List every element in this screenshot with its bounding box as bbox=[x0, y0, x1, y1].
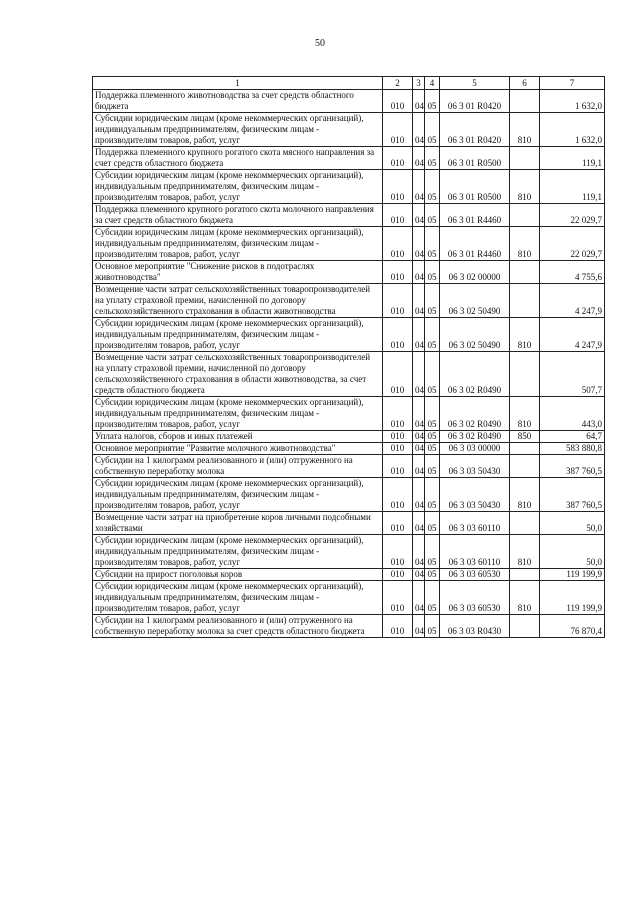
row-name-cell: Субсидии юридическим лицам (кроме некоммерческих организаций), индивидуальным предпринимателям, физическим лицам - производителям товаров, работ, услуг bbox=[93, 535, 383, 569]
row-name-cell: Субсидии юридическим лицам (кроме некоммерческих организаций), индивидуальным предпринимателям, физическим лицам - производителям товаров, работ, услуг bbox=[93, 397, 383, 431]
row-name-cell: Субсидии юридическим лицам (кроме некоммерческих организаций), индивидуальным предпринимателям, физическим лицам - производителям товаров, работ, услуг bbox=[93, 170, 383, 204]
row-name-cell: Субсидии юридическим лицам (кроме некоммерческих организаций), индивидуальным предпринимателям, физическим лицам - производителям товаров, работ, услуг bbox=[93, 113, 383, 147]
row-code-cell: 010 bbox=[383, 147, 413, 170]
header-cell: 6 bbox=[510, 77, 540, 90]
row-amount-cell: 50,0 bbox=[540, 535, 605, 569]
row-code-cell: 010 bbox=[383, 397, 413, 431]
row-code-cell: 010 bbox=[383, 478, 413, 512]
row-name-cell: Возмещение части затрат на приобретение коров личными подсобными хозяйствами bbox=[93, 512, 383, 535]
row-expense-type-cell bbox=[510, 261, 540, 284]
table-row bbox=[93, 397, 605, 431]
row-code-cell: 010 bbox=[383, 535, 413, 569]
row-name-cell: Поддержка племенного животноводства за счет средств областного бюджета bbox=[93, 90, 383, 113]
row-subsection-cell: 05 bbox=[425, 204, 440, 227]
row-target-cell: 06 3 03 50430 bbox=[440, 478, 510, 512]
row-target-cell: 06 3 01 R4460 bbox=[440, 204, 510, 227]
row-expense-type-cell bbox=[510, 204, 540, 227]
row-name-cell: Возмещение части затрат сельскохозяйственных товаропроизводителей на уплату страховой премии, начисленной по договору сельскохозяйственного страхования в области животноводства bbox=[93, 284, 383, 318]
header-row bbox=[93, 77, 605, 90]
row-code-cell: 010 bbox=[383, 170, 413, 204]
header-cell: 2 bbox=[383, 77, 413, 90]
table-row bbox=[93, 512, 605, 535]
header-cell: 7 bbox=[540, 77, 605, 90]
table-row bbox=[93, 90, 605, 113]
row-code-cell: 010 bbox=[383, 443, 413, 455]
row-section-cell: 04 bbox=[413, 615, 425, 638]
table-row bbox=[93, 204, 605, 227]
row-code-cell: 010 bbox=[383, 204, 413, 227]
row-subsection-cell: 05 bbox=[425, 455, 440, 478]
row-code-cell: 010 bbox=[383, 90, 413, 113]
row-amount-cell: 443,0 bbox=[540, 397, 605, 431]
row-name-cell: Субсидии на прирост поголовья коров bbox=[93, 569, 383, 581]
row-code-cell: 010 bbox=[383, 455, 413, 478]
row-target-cell: 06 3 03 50430 bbox=[440, 455, 510, 478]
header-cell: 1 bbox=[93, 77, 383, 90]
row-target-cell: 06 3 02 00000 bbox=[440, 261, 510, 284]
row-name-cell: Возмещение части затрат сельскохозяйственных товаропроизводителей на уплату страховой премии, начисленной по договору сельскохозяйственного страхования в области животноводства, за счет средств областного бюджета bbox=[93, 352, 383, 397]
row-expense-type-cell: 850 bbox=[510, 431, 540, 443]
row-section-cell: 04 bbox=[413, 170, 425, 204]
row-section-cell: 04 bbox=[413, 431, 425, 443]
row-subsection-cell: 05 bbox=[425, 170, 440, 204]
budget-table bbox=[92, 76, 605, 638]
row-target-cell: 06 3 02 R0490 bbox=[440, 352, 510, 397]
row-name-cell: Субсидии на 1 килограмм реализованного и (или) отгруженного на собственную переработку молока bbox=[93, 455, 383, 478]
row-amount-cell: 119,1 bbox=[540, 170, 605, 204]
row-amount-cell: 4 247,9 bbox=[540, 284, 605, 318]
row-subsection-cell: 05 bbox=[425, 535, 440, 569]
row-section-cell: 04 bbox=[413, 443, 425, 455]
table-row bbox=[93, 569, 605, 581]
row-target-cell: 06 3 03 60110 bbox=[440, 535, 510, 569]
row-amount-cell: 22 029,7 bbox=[540, 204, 605, 227]
row-section-cell: 04 bbox=[413, 581, 425, 615]
row-expense-type-cell bbox=[510, 284, 540, 318]
row-subsection-cell: 05 bbox=[425, 352, 440, 397]
row-code-cell: 010 bbox=[383, 284, 413, 318]
row-amount-cell: 50,0 bbox=[540, 512, 605, 535]
row-name-cell: Субсидии юридическим лицам (кроме некоммерческих организаций), индивидуальным предпринимателям, физическим лицам - производителям товаров, работ, услуг bbox=[93, 581, 383, 615]
row-section-cell: 04 bbox=[413, 227, 425, 261]
table-row bbox=[93, 284, 605, 318]
row-subsection-cell: 05 bbox=[425, 147, 440, 170]
row-section-cell: 04 bbox=[413, 569, 425, 581]
row-section-cell: 04 bbox=[413, 204, 425, 227]
table-body bbox=[93, 90, 605, 638]
row-amount-cell: 387 760,5 bbox=[540, 455, 605, 478]
row-section-cell: 04 bbox=[413, 90, 425, 113]
row-subsection-cell: 05 bbox=[425, 90, 440, 113]
row-section-cell: 04 bbox=[413, 147, 425, 170]
row-amount-cell: 583 880,8 bbox=[540, 443, 605, 455]
row-name-cell: Субсидии юридическим лицам (кроме некоммерческих организаций), индивидуальным предпринимателям, физическим лицам - производителям товаров, работ, услуг bbox=[93, 227, 383, 261]
row-target-cell: 06 3 03 60110 bbox=[440, 512, 510, 535]
row-section-cell: 04 bbox=[413, 284, 425, 318]
row-target-cell: 06 3 01 R0420 bbox=[440, 113, 510, 147]
header-cell: 5 bbox=[440, 77, 510, 90]
row-subsection-cell: 05 bbox=[425, 512, 440, 535]
table-row bbox=[93, 227, 605, 261]
row-expense-type-cell bbox=[510, 443, 540, 455]
table-row bbox=[93, 581, 605, 615]
page-number: 50 bbox=[315, 38, 325, 49]
row-subsection-cell: 05 bbox=[425, 431, 440, 443]
row-expense-type-cell bbox=[510, 90, 540, 113]
row-expense-type-cell: 810 bbox=[510, 318, 540, 352]
row-name-cell: Поддержка племенного крупного рогатого скота мясного направления за счет средств областного бюджета bbox=[93, 147, 383, 170]
row-subsection-cell: 05 bbox=[425, 113, 440, 147]
row-section-cell: 04 bbox=[413, 113, 425, 147]
row-target-cell: 06 3 03 00000 bbox=[440, 443, 510, 455]
row-expense-type-cell bbox=[510, 352, 540, 397]
row-subsection-cell: 05 bbox=[425, 581, 440, 615]
row-section-cell: 04 bbox=[413, 455, 425, 478]
row-section-cell: 04 bbox=[413, 397, 425, 431]
row-name-cell: Поддержка племенного крупного рогатого скота молочного направления за счет средств областного бюджета bbox=[93, 204, 383, 227]
row-amount-cell: 4 247,9 bbox=[540, 318, 605, 352]
row-amount-cell: 387 760,5 bbox=[540, 478, 605, 512]
row-expense-type-cell bbox=[510, 569, 540, 581]
table-row bbox=[93, 352, 605, 397]
row-expense-type-cell bbox=[510, 147, 540, 170]
row-target-cell: 06 3 01 R0420 bbox=[440, 90, 510, 113]
row-section-cell: 04 bbox=[413, 261, 425, 284]
row-target-cell: 06 3 01 R4460 bbox=[440, 227, 510, 261]
row-name-cell: Субсидии юридическим лицам (кроме некоммерческих организаций), индивидуальным предпринимателям, физическим лицам - производителям товаров, работ, услуг bbox=[93, 318, 383, 352]
row-expense-type-cell: 810 bbox=[510, 535, 540, 569]
row-expense-type-cell bbox=[510, 512, 540, 535]
row-code-cell: 010 bbox=[383, 569, 413, 581]
table-row bbox=[93, 318, 605, 352]
row-expense-type-cell: 810 bbox=[510, 113, 540, 147]
row-name-cell: Уплата налогов, сборов и иных платежей bbox=[93, 431, 383, 443]
row-target-cell: 06 3 01 R0500 bbox=[440, 147, 510, 170]
row-target-cell: 06 3 02 50490 bbox=[440, 318, 510, 352]
table-row bbox=[93, 615, 605, 638]
row-code-cell: 010 bbox=[383, 512, 413, 535]
row-expense-type-cell bbox=[510, 455, 540, 478]
row-section-cell: 04 bbox=[413, 512, 425, 535]
row-subsection-cell: 05 bbox=[425, 478, 440, 512]
row-subsection-cell: 05 bbox=[425, 615, 440, 638]
row-code-cell: 010 bbox=[383, 318, 413, 352]
header-cell: 4 bbox=[425, 77, 440, 90]
row-expense-type-cell: 810 bbox=[510, 397, 540, 431]
table-row bbox=[93, 455, 605, 478]
row-code-cell: 010 bbox=[383, 113, 413, 147]
row-amount-cell: 22 029,7 bbox=[540, 227, 605, 261]
row-target-cell: 06 3 02 R0490 bbox=[440, 397, 510, 431]
header-cell: 3 bbox=[413, 77, 425, 90]
row-subsection-cell: 05 bbox=[425, 261, 440, 284]
table-row bbox=[93, 170, 605, 204]
table-row bbox=[93, 535, 605, 569]
table-row bbox=[93, 431, 605, 443]
row-amount-cell: 4 755,6 bbox=[540, 261, 605, 284]
row-amount-cell: 64,7 bbox=[540, 431, 605, 443]
row-section-cell: 04 bbox=[413, 352, 425, 397]
row-target-cell: 06 3 01 R0500 bbox=[440, 170, 510, 204]
row-expense-type-cell: 810 bbox=[510, 478, 540, 512]
row-amount-cell: 507,7 bbox=[540, 352, 605, 397]
row-target-cell: 06 3 03 R0430 bbox=[440, 615, 510, 638]
table-row bbox=[93, 261, 605, 284]
row-code-cell: 010 bbox=[383, 261, 413, 284]
row-expense-type-cell: 810 bbox=[510, 170, 540, 204]
row-amount-cell: 1 632,0 bbox=[540, 113, 605, 147]
row-subsection-cell: 05 bbox=[425, 443, 440, 455]
row-target-cell: 06 3 02 50490 bbox=[440, 284, 510, 318]
table-row bbox=[93, 478, 605, 512]
row-subsection-cell: 05 bbox=[425, 569, 440, 581]
row-code-cell: 010 bbox=[383, 352, 413, 397]
row-code-cell: 010 bbox=[383, 581, 413, 615]
row-code-cell: 010 bbox=[383, 227, 413, 261]
row-amount-cell: 119,1 bbox=[540, 147, 605, 170]
table-header bbox=[93, 77, 605, 90]
row-amount-cell: 119 199,9 bbox=[540, 581, 605, 615]
row-target-cell: 06 3 02 R0490 bbox=[440, 431, 510, 443]
row-subsection-cell: 05 bbox=[425, 318, 440, 352]
row-subsection-cell: 05 bbox=[425, 284, 440, 318]
row-code-cell: 010 bbox=[383, 615, 413, 638]
row-code-cell: 010 bbox=[383, 431, 413, 443]
table-row bbox=[93, 443, 605, 455]
row-name-cell: Субсидии юридическим лицам (кроме некоммерческих организаций), индивидуальным предпринимателям, физическим лицам - производителям товаров, работ, услуг bbox=[93, 478, 383, 512]
row-section-cell: 04 bbox=[413, 535, 425, 569]
row-amount-cell: 76 870,4 bbox=[540, 615, 605, 638]
row-expense-type-cell: 810 bbox=[510, 581, 540, 615]
row-amount-cell: 119 199,9 bbox=[540, 569, 605, 581]
row-name-cell: Субсидии на 1 килограмм реализованного и (или) отгруженного на собственную переработку молока за счет средств областного бюджета bbox=[93, 615, 383, 638]
table-row bbox=[93, 147, 605, 170]
row-section-cell: 04 bbox=[413, 478, 425, 512]
row-expense-type-cell bbox=[510, 615, 540, 638]
row-target-cell: 06 3 03 60530 bbox=[440, 569, 510, 581]
row-section-cell: 04 bbox=[413, 318, 425, 352]
row-target-cell: 06 3 03 60530 bbox=[440, 581, 510, 615]
row-amount-cell: 1 632,0 bbox=[540, 90, 605, 113]
row-subsection-cell: 05 bbox=[425, 227, 440, 261]
row-name-cell: Основное мероприятие "Снижение рисков в подотраслях животноводства" bbox=[93, 261, 383, 284]
row-expense-type-cell: 810 bbox=[510, 227, 540, 261]
row-name-cell: Основное мероприятие "Развитие молочного животноводства" bbox=[93, 443, 383, 455]
table-row bbox=[93, 113, 605, 147]
row-subsection-cell: 05 bbox=[425, 397, 440, 431]
